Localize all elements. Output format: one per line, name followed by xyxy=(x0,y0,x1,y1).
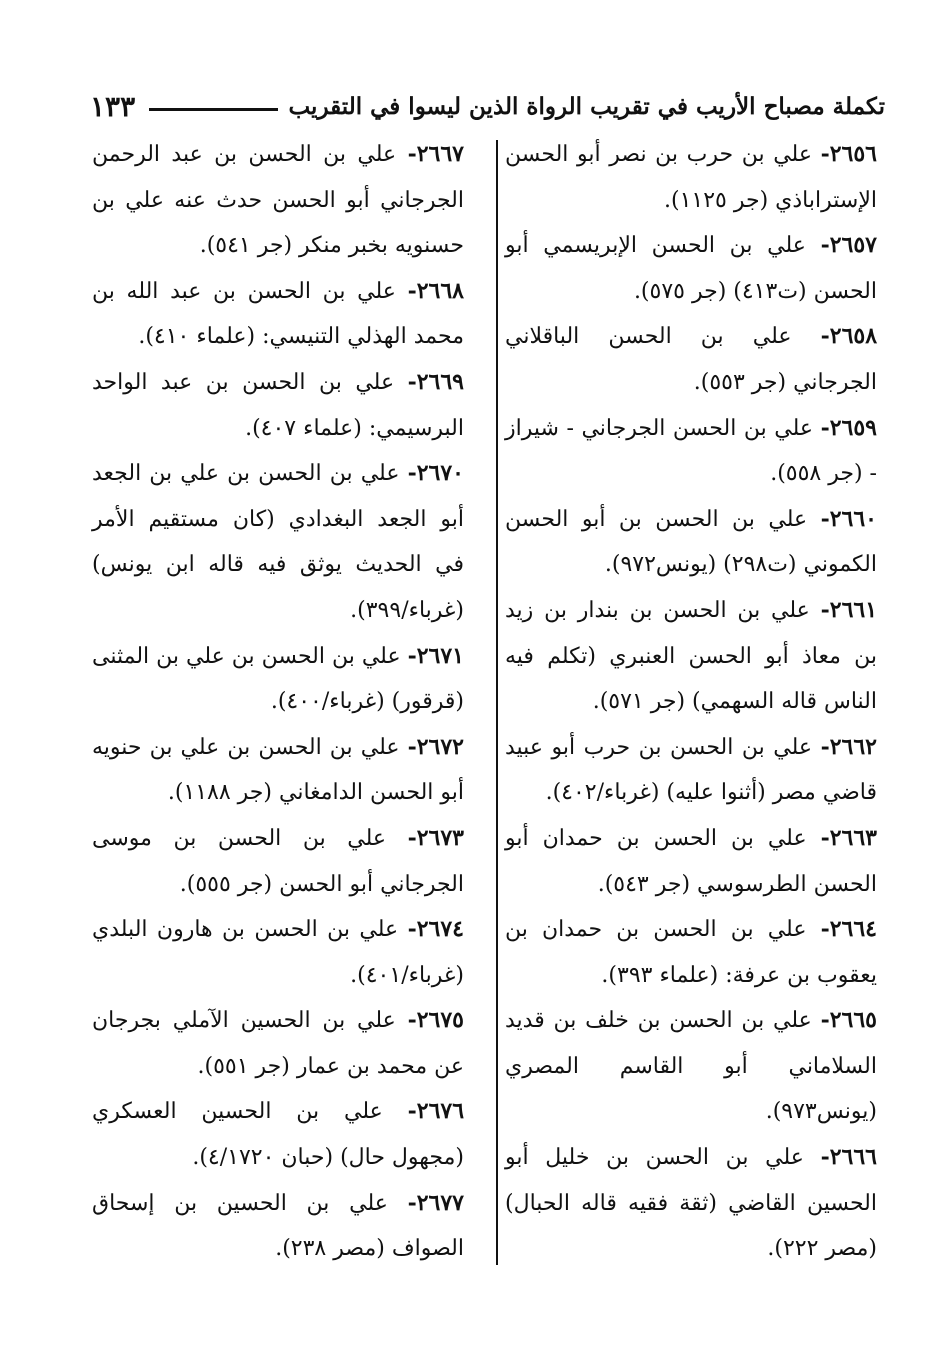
entry-text: علي بن الحسين الآملي بجرجان عن محمد بن عمار (جر ٥٥١). xyxy=(92,1008,464,1079)
entry-number: ٢٦٦٣- xyxy=(820,824,877,851)
entry-text: علي بن الحسن بن علي بن حنويه أبو الحسن الدامغاني (جر ١١٨٨). xyxy=(92,734,464,806)
entry-item xyxy=(92,634,464,725)
entry-text: علي بن الحسين العسكري (مجهول حال) (حبان ٤/١٧٢٠). xyxy=(92,1099,464,1171)
entry-item xyxy=(92,1089,464,1180)
entry-item xyxy=(92,360,464,451)
entry-number: ٢٦٧٧- xyxy=(407,1189,464,1216)
entry-text: علي بن الحسن الباقلاني الجرجاني (جر ٥٥٣). xyxy=(505,324,877,395)
entry-item xyxy=(92,269,464,360)
entry-number: ٢٦٧٦- xyxy=(407,1098,465,1125)
entry-text: علي بن الحسن الجرجاني - شيراز - (جر ٥٥٨). xyxy=(505,415,877,487)
entry-item xyxy=(505,223,877,314)
entry-number: ٢٦٧٠- xyxy=(407,460,464,487)
entry-text: علي بن الحسن بن علي بن الجعد أبو الجعد البغدادي (كان مستقيم الأمر في الحديث يوثق فيه قاله ابن يونس) (غرباء/٣٩٩). xyxy=(92,461,464,623)
entry-number: ٢٦٧٣- xyxy=(407,824,464,851)
entry-number: ٢٦٥٩- xyxy=(820,414,877,441)
entry-text: علي بن الحسن بن هارون البلدي (غرباء/٤٠١). xyxy=(92,917,464,988)
entry-number: ٢٦٦٨- xyxy=(407,277,464,304)
entry-item xyxy=(92,132,464,269)
entry-item xyxy=(92,451,464,633)
left-column xyxy=(92,132,464,1272)
entry-number: ٢٦٥٨- xyxy=(820,323,878,350)
entry-text: علي بن الحسن بن علي بن المثنى (قرقور) (غرباء/٤٠٠). xyxy=(91,643,464,715)
entry-number: ٢٦٦٥- xyxy=(820,1007,877,1034)
entry-text: علي بن الحسين بن إسحاق الصواف (مصر ٢٣٨). xyxy=(92,1190,464,1262)
entry-text: علي بن الحسن بن خلف بن قديد السلاماني أبو القاسم المصري (يونس٩٧٣). xyxy=(505,1008,877,1125)
entry-number: ٢٦٧٥- xyxy=(407,1007,464,1034)
entry-text: علي بن الحسن الإبريسمي أبو الحسن (ت٤١٣) (جر ٥٧٥). xyxy=(505,233,877,304)
page-number: ١٣٣ xyxy=(90,89,136,123)
entry-item xyxy=(505,907,877,998)
entry-item xyxy=(505,998,877,1135)
entry-number: ٢٦٧٢- xyxy=(407,733,464,760)
column-divider xyxy=(496,140,498,1265)
header-rule xyxy=(149,108,278,111)
entry-text: علي بن الحسن بن عبد الله بن محمد الهذلي التنيسي: (علماء ٤١٠). xyxy=(92,278,464,350)
entry-text: علي بن الحسن بن موسى الجرجاني أبو الحسن (جر ٥٥٥). xyxy=(92,825,464,897)
entry-item xyxy=(92,816,464,907)
entry-item xyxy=(505,816,877,907)
entry-number: ٢٦٦٦- xyxy=(820,1144,877,1171)
entry-text: علي بن الحسن بن حمدان أبو الحسن الطرسوسي (جر ٥٤٣). xyxy=(505,825,877,897)
entry-number: ٢٦٦٢- xyxy=(820,733,877,760)
entry-number: ٢٦٧١- xyxy=(407,642,464,669)
entry-text: علي بن الحسن بن عبد الواحد البرسيمي: (علماء ٤٠٧). xyxy=(92,369,464,441)
entry-number: ٢٦٧٤- xyxy=(407,916,464,943)
entry-item xyxy=(92,1181,464,1272)
entry-text: علي بن حرب بن نصر أبو الحسن الإستراباذي (جر ١١٢٥). xyxy=(505,142,877,213)
entry-item xyxy=(505,132,877,223)
entry-item xyxy=(92,907,464,998)
entry-text: علي بن الحسن بن عبد الرحمن الجرجاني أبو الحسن حدث عنه علي بن حسنويه بخبر منكر (جر ٥٤١). xyxy=(92,142,464,259)
page-header xyxy=(90,84,885,128)
right-column xyxy=(505,132,877,1272)
entry-number: ٢٦٥٧- xyxy=(820,232,877,259)
entry-text: علي بن الحسن بن حرب أبو عبيد قاضي مصر (أثنوا عليه) (غرباء/٤٠٢). xyxy=(505,734,877,806)
entry-text: علي بن الحسن بن بندار بن زيد بن معاذ أبو الحسن العنبري (تكلم فيه الناس قاله السهمي) (جر ٥٧١). xyxy=(505,597,877,715)
entry-number: ٢٦٦٩- xyxy=(407,368,464,395)
entry-number: ٢٦٦٠- xyxy=(820,505,877,532)
entry-item xyxy=(505,1135,877,1272)
entry-number: ٢٦٦١- xyxy=(820,596,878,623)
entry-item xyxy=(505,497,877,588)
entry-item xyxy=(505,725,877,816)
entry-item xyxy=(92,998,464,1089)
entry-item xyxy=(505,314,877,405)
entry-item xyxy=(505,588,877,725)
entry-item xyxy=(505,406,877,497)
entry-number: ٢٦٦٤- xyxy=(820,916,877,943)
entry-number: ٢٦٦٧- xyxy=(407,141,464,167)
entry-text: علي بن الحسن بن حمدان بن يعقوب بن عرفة: (علماء ٣٩٣). xyxy=(505,917,877,988)
entry-text: علي بن الحسن بن أبو الحسن الكموني (ت٢٩٨) (يونس٩٧٢). xyxy=(505,506,877,578)
entry-item xyxy=(92,725,464,816)
entry-text: علي بن الحسن بن خليل أبو الحسين القاضي (ثقة فقيه قاله الحبال) (مصر ٢٢٢). xyxy=(505,1145,877,1262)
book-title: تكملة مصباح الأريب في تقريب الرواة الذين ليسوا في التقريب xyxy=(288,92,885,120)
entry-number: ٢٦٥٦- xyxy=(820,141,877,167)
